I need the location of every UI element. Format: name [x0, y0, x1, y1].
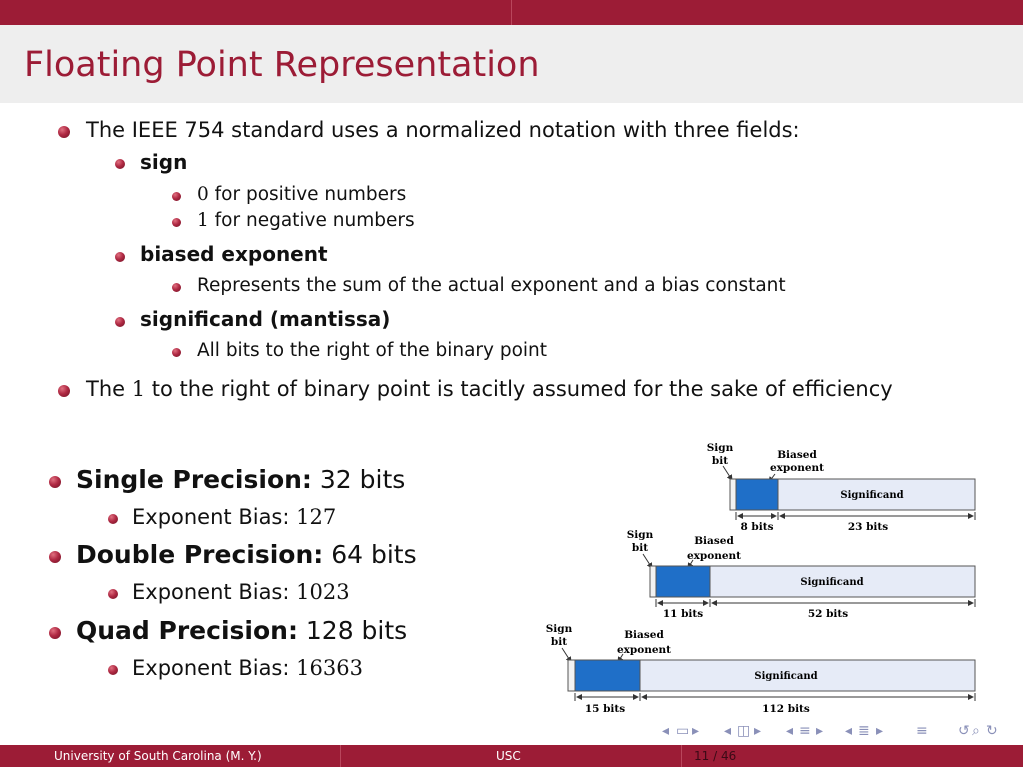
quad-exp-label-1: Biased — [624, 629, 664, 641]
implicit-after: to the right of binary point is tacitly assumed for the sake of efficiency — [145, 377, 893, 401]
top-bar — [0, 0, 1023, 25]
double-precision — [76, 540, 417, 569]
quad-sign-label-2: bit — [550, 636, 568, 648]
nav-subsection-next-icon[interactable]: ▸ — [754, 723, 762, 739]
single-sign-label-2: bit — [711, 455, 729, 467]
footer-divider — [340, 745, 341, 767]
bullet-icon — [58, 385, 70, 397]
exponent-description: Represents the sum of the actual exponent and a bias constant — [197, 275, 786, 296]
implicit-before: The — [86, 377, 132, 401]
nav-frame-next-icon[interactable]: ▸ — [692, 723, 700, 739]
quad-exp-bits: 15 bits — [584, 703, 626, 715]
footer-bar — [0, 745, 1023, 767]
bullet-icon — [49, 476, 61, 488]
nav-section-prev-icon[interactable]: ◂ — [786, 723, 794, 739]
quad-sign-field — [568, 660, 575, 691]
nav-toc-icon[interactable]: ≡ — [916, 723, 928, 739]
footer-institution: USC — [496, 749, 521, 763]
nav-doc-next-icon[interactable]: ▸ — [876, 723, 884, 739]
bullet-icon — [115, 317, 125, 327]
double-bias — [132, 580, 350, 604]
page-title: Floating Point Representation — [24, 45, 540, 85]
quad-exp-label-2: exponent — [616, 644, 672, 656]
significand-description: All bits to the right of the binary point — [197, 340, 548, 361]
single-sign-label-1: Sign — [706, 442, 734, 454]
double-sign-label-2: bit — [631, 542, 649, 554]
quad-precision-bits: 128 bits — [305, 616, 408, 645]
sign-positive-text: for positive numbers — [208, 184, 407, 205]
quad-sig-bits: 112 bits — [762, 703, 810, 715]
nav-zoom-icon[interactable]: ⌕ — [972, 723, 980, 739]
nav-doc-prev-icon[interactable]: ◂ — [845, 723, 853, 739]
single-precision — [76, 465, 405, 494]
nav-search-icon[interactable]: ↺ — [958, 723, 970, 739]
bullet-icon — [108, 514, 118, 524]
quad-bias-label: Exponent Bias: — [132, 656, 297, 680]
bullet-icon — [49, 551, 61, 563]
double-bias-label: Exponent Bias: — [132, 580, 297, 604]
sign-positive — [197, 184, 406, 205]
nav-frame-icon[interactable]: ▭ — [676, 723, 690, 739]
single-exp-label-1: Biased — [777, 449, 817, 461]
double-sig-bits: 52 bits — [807, 608, 849, 620]
single-precision-bits: 32 bits — [319, 465, 406, 494]
double-format — [627, 529, 975, 620]
single-exponent-field — [736, 479, 778, 510]
implicit-one-text — [86, 377, 893, 401]
double-sign-field — [650, 566, 656, 597]
nav-doc-icon[interactable]: ≣ — [858, 723, 870, 739]
double-exponent-field — [656, 566, 710, 597]
bullet-icon — [49, 627, 61, 639]
field-biased-exponent: biased exponent — [140, 242, 328, 266]
sign-zero-value: 0 — [197, 184, 209, 205]
double-bias-value: 1023 — [296, 580, 350, 604]
single-significand-text: Significand — [840, 490, 904, 501]
bullet-icon — [172, 192, 181, 201]
bullet-icon — [115, 159, 125, 169]
single-bias — [132, 505, 336, 529]
implicit-one-value: 1 — [131, 377, 146, 401]
double-exp-label-1: Biased — [694, 535, 734, 547]
single-exp-bits: 8 bits — [740, 521, 774, 533]
single-format — [707, 442, 975, 533]
nav-section-icon[interactable]: ≡ — [799, 723, 811, 739]
footer-author: University of South Carolina (M. Y.) — [54, 749, 262, 763]
single-bias-label: Exponent Bias: — [132, 505, 297, 529]
nav-back-icon[interactable]: ↻ — [986, 723, 998, 739]
intro-text: The IEEE 754 standard uses a normalized notation with three fields: — [86, 118, 800, 142]
nav-frame-prev-icon[interactable]: ◂ — [662, 723, 670, 739]
nav-subsection-prev-icon[interactable]: ◂ — [724, 723, 732, 739]
ieee-format-diagram — [530, 432, 990, 722]
single-exp-label-2: exponent — [769, 462, 825, 474]
single-bias-value: 127 — [296, 505, 337, 529]
sign-negative — [197, 210, 415, 231]
field-sign: sign — [140, 150, 188, 174]
bullet-icon — [172, 348, 181, 357]
double-significand-text: Significand — [800, 577, 864, 588]
quad-precision-label: Quad Precision: — [76, 616, 298, 645]
quad-exponent-field — [575, 660, 640, 691]
single-sig-bits: 23 bits — [847, 521, 889, 533]
quad-significand-text: Significand — [754, 671, 818, 682]
footer-divider — [681, 745, 682, 767]
field-significand: significand (mantissa) — [140, 307, 391, 331]
quad-bias-value: 16363 — [296, 656, 363, 680]
quad-sign-label-1: Sign — [545, 623, 573, 635]
single-sign-field — [730, 479, 736, 510]
sign-one-value: 1 — [197, 210, 209, 231]
single-precision-label: Single Precision: — [76, 465, 312, 494]
bullet-icon — [115, 252, 125, 262]
title-bar — [0, 25, 1023, 103]
bullet-icon — [58, 126, 70, 138]
bullet-icon — [108, 589, 118, 599]
sign-negative-text: for negative numbers — [208, 210, 415, 231]
double-precision-label: Double Precision: — [76, 540, 324, 569]
double-exp-bits: 11 bits — [662, 608, 704, 620]
nav-subsection-icon[interactable]: ◫ — [737, 723, 751, 739]
top-bar-divider — [511, 0, 512, 25]
quad-format — [546, 623, 975, 715]
bullet-icon — [172, 283, 181, 292]
quad-bias — [132, 656, 363, 680]
quad-precision — [76, 616, 407, 645]
double-exp-label-2: exponent — [686, 550, 742, 562]
bullet-icon — [108, 665, 118, 675]
footer-page-number: 11 / 46 — [694, 749, 737, 763]
bullet-icon — [172, 218, 181, 227]
double-sign-label-1: Sign — [626, 529, 654, 541]
double-precision-bits: 64 bits — [331, 540, 417, 569]
nav-section-next-icon[interactable]: ▸ — [816, 723, 824, 739]
